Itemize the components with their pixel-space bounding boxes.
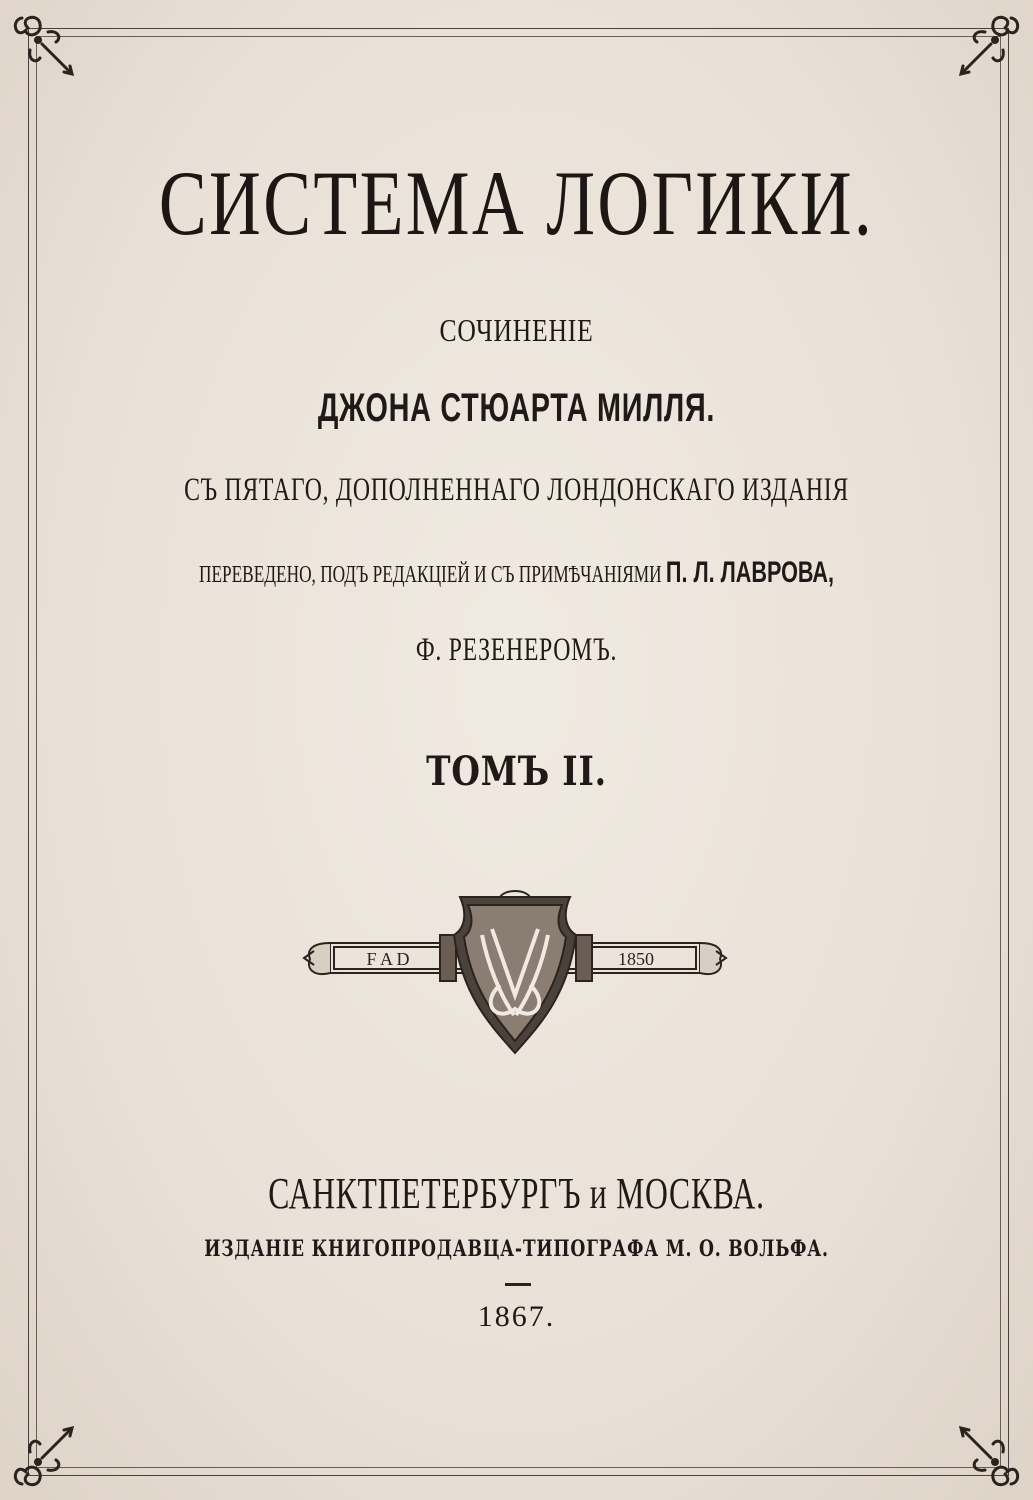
publication-place: САНКТПЕТЕРБУРГЪ и МОСКВА. [268,1169,765,1218]
editor-name: П. Л. ЛАВРОВА, [665,556,835,589]
corner-ornament-icon [8,1412,88,1492]
device-right-banner: 1850 [618,949,654,969]
corner-ornament-icon [945,1412,1025,1492]
printers-device-emblem-icon [300,885,730,1060]
translator-name: Ф. РЕЗЕНЕРОМЪ. [415,632,618,668]
divider-dash [505,1283,531,1286]
author-name: ДЖОНА СТЮАРТА МИЛЛЯ. [317,386,716,430]
translation-text: ПЕРЕВЕДЕНО, ПОДЪ РЕДАКЦІЕЙ И СЪ ПРИМѢЧАНІЯМИ [198,562,662,588]
publisher-line: ИЗДАНІЕ КНИГОПРОДАВЦА-ТИПОГРАФА М. О. ВОЛЬФА. [204,1236,829,1262]
corner-ornament-icon [945,10,1025,90]
book-title: СИСТЕМА ЛОГИКИ. [158,152,875,254]
volume-label: ТОМЪ II. [426,748,607,795]
publication-year: 1867. [477,1300,556,1333]
edition-note: СЪ ПЯТАГО, ДОПОЛНЕННАГО ЛОНДОНСКАГО ИЗДАНІЯ [184,472,849,508]
device-left-banner: F A D [366,949,410,969]
corner-ornament-icon [8,10,88,90]
work-label: СОЧИНЕНІЕ [439,312,594,348]
translation-note [145,556,889,590]
